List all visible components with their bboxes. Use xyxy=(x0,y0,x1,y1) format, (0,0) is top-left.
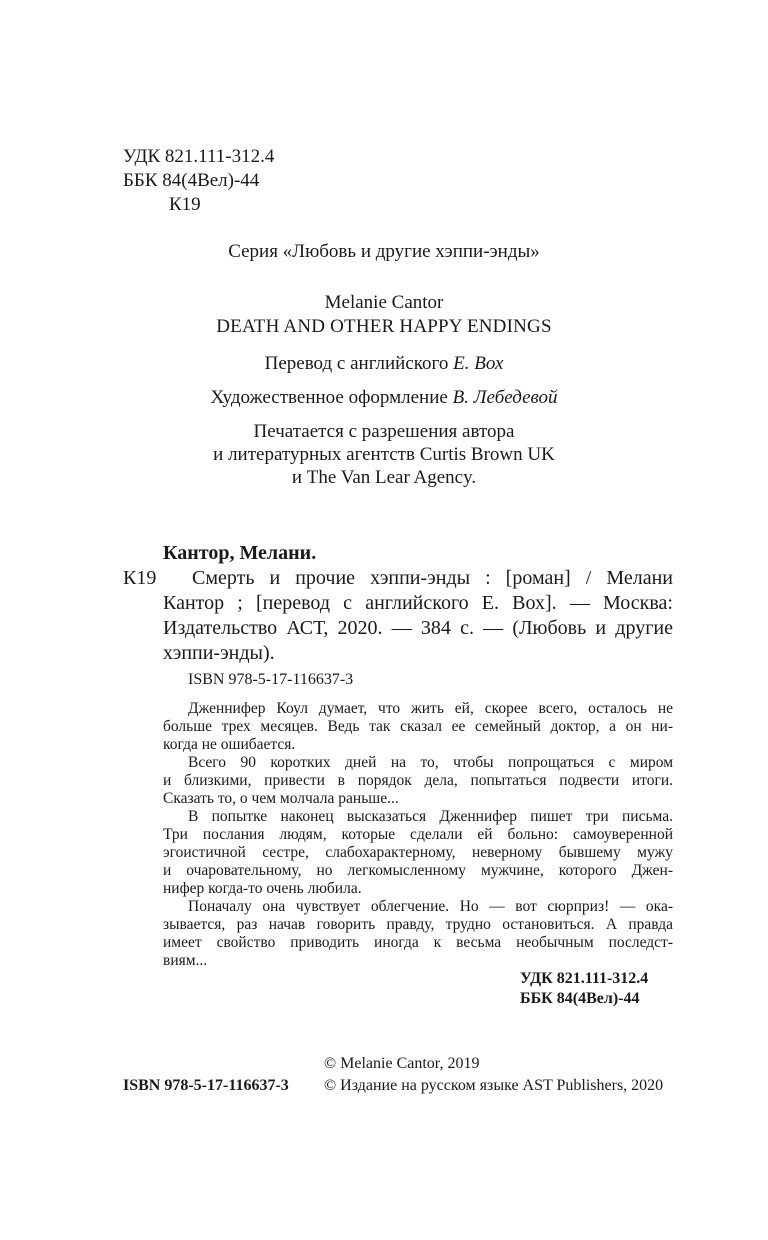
author-mark: К19 xyxy=(169,194,201,215)
catalog-isbn: ISBN 978-5-17-116637-3 xyxy=(188,671,354,688)
catalog-mark: К19 xyxy=(123,567,157,589)
catalog-entry-line: Кантор ; [перевод с английского Е. Вох]. — Москва: xyxy=(163,592,673,614)
annotation-line: эгоистичной сестре, слабохарактерному, неверному бывшему мужу xyxy=(163,844,673,861)
copyright-russian: © Издание на русском языке AST Publishers, 2020 xyxy=(324,1077,664,1094)
catalog-entry-line: Смерть и прочие хэппи-энды : [роман] / Мелани xyxy=(192,567,673,589)
permission-line: и The Van Lear Agency. xyxy=(291,467,477,488)
catalog-entry-line: Издательство АСТ, 2020. — 384 с. — (Любовь и другие xyxy=(163,617,673,639)
original-author: Melanie Cantor xyxy=(324,292,444,313)
design-line xyxy=(0,386,768,409)
permission-line: Печатается с разрешения автора xyxy=(253,421,515,442)
permission-line: и литературных агентств Curtis Brown UK xyxy=(213,444,555,465)
copyright-original: © Melanie Cantor, 2019 xyxy=(324,1055,480,1072)
annotation-line: больше трех месяцев. Ведь так сказал ее семейный доктор, а он ни- xyxy=(163,718,673,735)
annotation-line: зывается, раз начав говорить правду, трудно остановиться. А правда xyxy=(163,916,673,933)
annotation-line: когда не ошибается. xyxy=(163,736,296,753)
annotation-line: В попытке наконец высказаться Дженнифер пишет три письма. xyxy=(188,808,673,825)
annotation-line: виям... xyxy=(163,952,208,969)
annotation-line: Три послания людям, которые сделали ей больно: самоуверенной xyxy=(163,826,673,843)
catalog-heading: Кантор, Мелани. xyxy=(163,542,317,564)
design-prefix: Художественное оформление xyxy=(210,387,448,408)
annotation-line: Дженнифер Коул думает, что жить ей, скорее всего, осталось не xyxy=(188,700,673,717)
udk-code: УДК 821.111-312.4 xyxy=(123,146,275,167)
annotation-line: имеет свойство приводить иногда к весьма необычным последст- xyxy=(163,934,673,951)
annotation-line: и близкими, привести в порядок дела, попытаться подвести итоги. xyxy=(163,772,673,789)
annotation-line: Сказать то, о чем молчала раньше... xyxy=(163,790,399,807)
copyright-isbn: ISBN 978-5-17-116637-3 xyxy=(123,1077,289,1094)
footer-udk-code: УДК 821.111-312.4 xyxy=(520,970,649,987)
translation-prefix: Перевод с английского xyxy=(264,353,449,374)
annotation-line: и очаровательному, но легкомысленному мужчине, которого Джен- xyxy=(163,862,673,879)
translation-line xyxy=(0,352,768,375)
original-title: DEATH AND OTHER HAPPY ENDINGS xyxy=(216,316,552,337)
footer-bbk-code: ББК 84(4Вел)-44 xyxy=(520,990,640,1007)
annotation-line: Всего 90 коротких дней на то, чтобы попрощаться с миром xyxy=(188,754,673,771)
catalog-entry-line: хэппи-энды). xyxy=(163,642,275,664)
designer-name: В. Лебедевой xyxy=(452,387,558,408)
translator-name: Е. Вох xyxy=(453,353,504,374)
bbk-code: ББК 84(4Вел)-44 xyxy=(123,170,260,191)
annotation-line: нифер когда-то очень любила. xyxy=(163,880,362,897)
series-line: Серия «Любовь и другие хэппи-энды» xyxy=(228,241,540,262)
annotation-line: Поначалу она чувствует облегчение. Но — вот сюрприз! — ока- xyxy=(188,898,673,915)
